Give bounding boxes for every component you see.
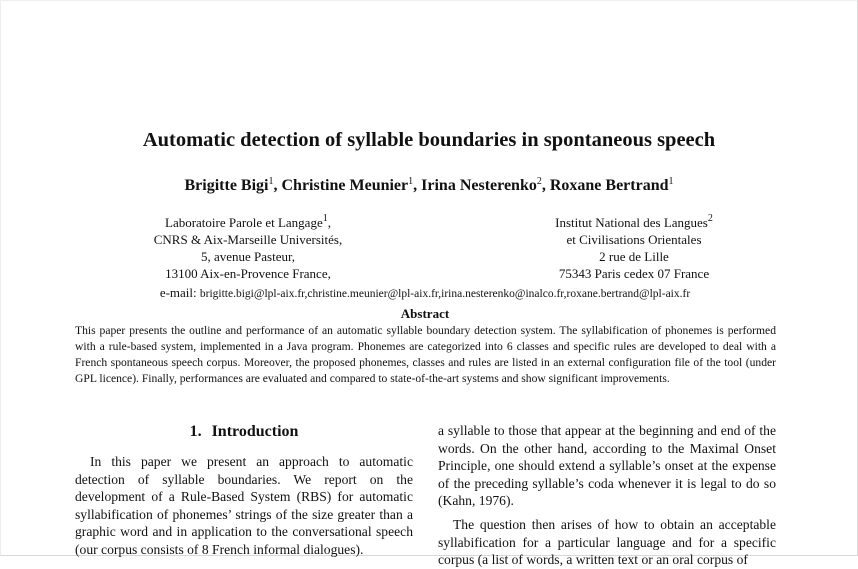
author-name: Roxane Bertrand [549, 177, 669, 194]
affiliation-line [474, 214, 794, 231]
affiliation-mark: 1 [322, 213, 328, 224]
abstract-heading: Abstract [400, 306, 450, 321]
author-separator: , [273, 177, 282, 194]
author-name: Irina Nesterenko [421, 177, 537, 194]
email-addresses: brigitte.bigi@lpl-aix.fr,christine.meunier@lpl-aix.fr,irina.nesterenko@inalco.fr,roxane.bertrand@lpl-aix.fr [199, 288, 691, 300]
author-name: Brigitte Bigi [184, 177, 269, 194]
body-paragraph: The question then arises of how to obtain an acceptable syllabification for a particular language and for a specific corpus (a list of words, a written text or an oral corpus of [438, 516, 776, 568]
paper-title: Automatic detection of syllable boundaries in spontaneous speech [142, 129, 716, 151]
affiliation-right [474, 214, 794, 282]
affiliation-line: 13100 Aix-en-Provence France, [165, 266, 331, 281]
body-paragraph: a syllable to those that appear at the beginning and end of the words. On the other hand, according to the Maximal Onset Principle, one should extend a syllable’s onset at the expense of the preceding syllable’s coda whenever it is legal to do so (Kahn, 1976). [438, 423, 776, 509]
affiliation-line: 75343 Paris cedex 07 France [558, 266, 710, 281]
affiliation-line: 5, avenue Pasteur, [200, 249, 296, 264]
affiliation-line: CNRS & Aix-Marseille Universités, [153, 232, 343, 247]
author-affiliation-mark: 1 [668, 176, 674, 187]
author-separator: , [541, 177, 550, 194]
section-title: Introduction [211, 423, 299, 440]
abstract-text: This paper presents the outline and performance of an automatic syllable boundary detection system. The syllabification of phonemes is performed with a rule-based system, implemented in a Java program. Phonemes are categorized into 6 classes and specific rules are developed to deal with a French spontaneous speech corpus. Moreover, the proposed phonemes, classes and rules are listed in an external configuration file of the tool (under GPL licence). Finally, performances are evaluated and compared to state-of-the-art systems and show significant improvements. [75, 324, 776, 385]
body-paragraph: In this paper we present an approach to automatic detection of syllable boundaries. We report on the development of a Rule-Based System (RBS) for automatic syllabification of phonemes’ strings of the size greater than a graphic word and in application to the conversational speech (our corpus consists of 8 French informal dialogues). [75, 454, 413, 557]
right-column [438, 422, 776, 569]
affiliation-name: Laboratoire Parole et Langage [165, 215, 323, 230]
affiliation-line [88, 214, 408, 231]
author-name: Christine Meunier [281, 177, 409, 194]
affiliation-left [88, 214, 408, 282]
section-number: 1. [189, 423, 202, 440]
author-separator: , [413, 177, 422, 194]
affiliation-mark: 2 [707, 213, 713, 224]
affiliation-punct: , [327, 215, 331, 230]
email-line [0, 284, 850, 303]
email-label: e-mail: [159, 285, 197, 300]
author-affiliation-mark: 1 [408, 176, 414, 187]
affiliation-line: et Civilisations Orientales [566, 232, 702, 247]
author-affiliation-mark: 1 [268, 176, 274, 187]
affiliation-line: 2 rue de Lille [599, 249, 669, 264]
left-column [75, 422, 413, 559]
author-list [0, 176, 858, 196]
section-heading [75, 422, 413, 442]
author-affiliation-mark: 2 [536, 176, 542, 187]
affiliation-name: Institut National des Langues [555, 215, 708, 230]
